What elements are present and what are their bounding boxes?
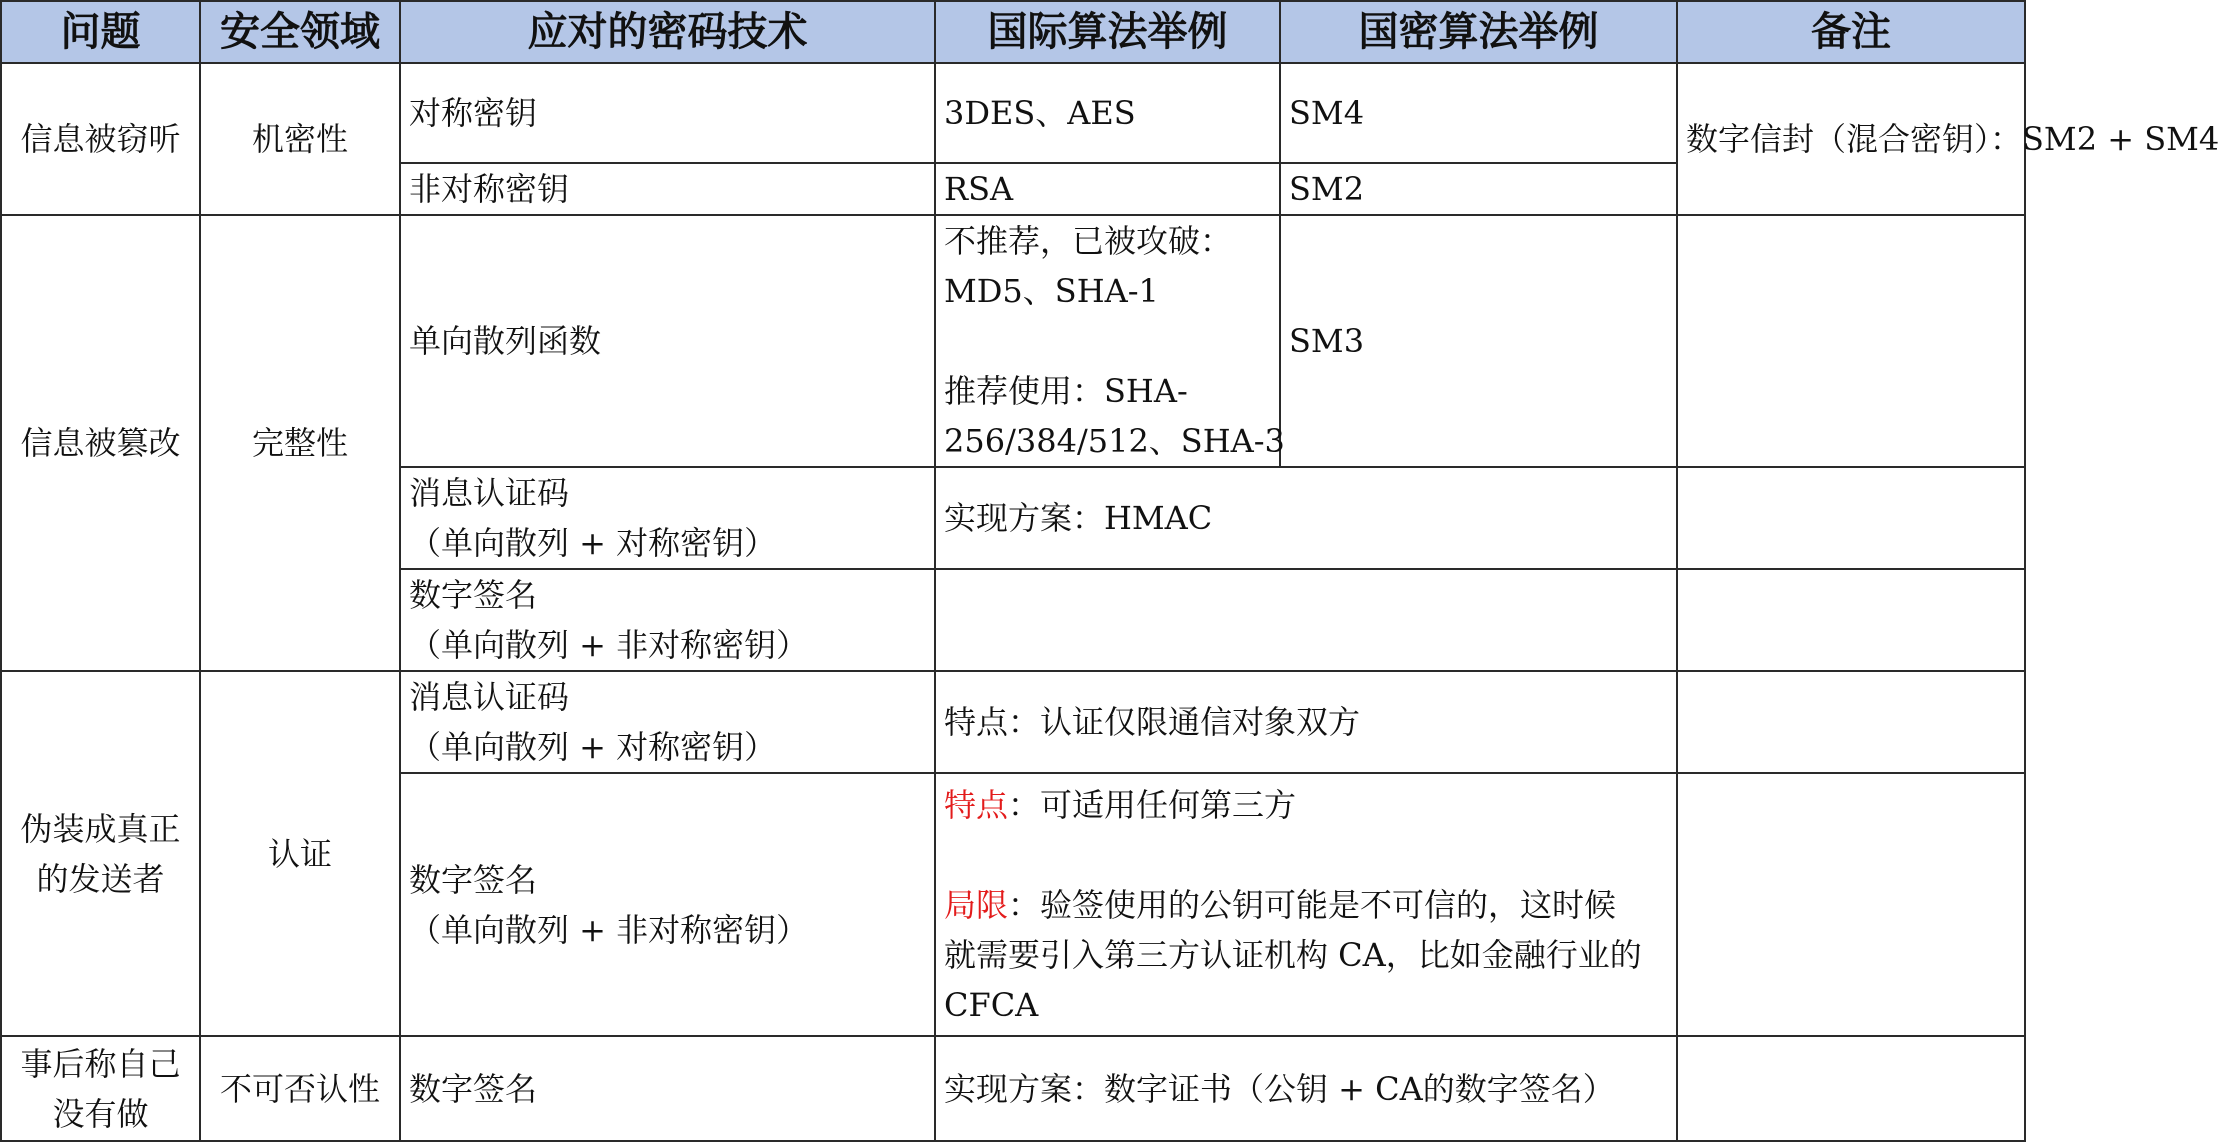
header-national-algorithms: 国密算法举例 (1280, 1, 1677, 63)
table-row (1, 63, 2025, 163)
intl-hash-recommended: 推荐使用：SHA- (944, 372, 1188, 410)
note-empty (1677, 215, 2025, 467)
national-asymmetric: SM2 (1280, 163, 1677, 215)
domain-confidentiality: 机密性 (200, 63, 400, 215)
impersonation-line-2: 的发送者 (36, 859, 165, 898)
intl-hash-recommended-list: 256/384/512、SHA-3 (944, 422, 1285, 460)
note-empty (1677, 671, 2025, 773)
note-empty (1677, 1036, 2025, 1141)
signature-title: 数字签名 (409, 860, 538, 899)
mac-implementation: 实现方案：HMAC (935, 467, 1677, 569)
problem-impersonation (1, 671, 200, 1036)
header-security-domain: 安全领域 (200, 1, 400, 63)
feature-text: ：可适用任何第三方 (1008, 785, 1297, 824)
limit-label: 局限 (944, 885, 1009, 924)
signature-title: 数字签名 (409, 576, 538, 614)
technique-mac (400, 671, 935, 773)
technique-asymmetric-key: 非对称密钥 (400, 163, 935, 215)
denial-line-2: 没有做 (52, 1094, 149, 1133)
technique-mac (400, 467, 935, 569)
note-empty (1677, 773, 2025, 1036)
signature-feature-and-limit (935, 773, 1677, 1036)
limit-text-line-3: CFCA (944, 985, 1039, 1024)
note-empty (1677, 569, 2025, 671)
domain-integrity: 完整性 (200, 215, 400, 671)
mac-composition: （单向散列 + 对称密钥） (409, 728, 777, 766)
table-row (1, 215, 2025, 467)
mac-feature: 特点：认证仅限通信对象双方 (935, 671, 1677, 773)
limit-text-line-1: ：验签使用的公钥可能是不可信的，这时候 (1008, 885, 1617, 924)
feature-label: 特点 (944, 785, 1009, 824)
intl-hash-algorithms (935, 215, 1285, 467)
header-notes: 备注 (1677, 1, 2025, 63)
header-crypto-technique: 应对的密码技术 (400, 1, 935, 63)
certificate-implementation: 实现方案：数字证书（公钥 + CA的数字签名） (935, 1036, 1677, 1141)
signature-feature (944, 780, 1668, 830)
domain-non-repudiation: 不可否认性 (200, 1036, 400, 1141)
signature-composition: （单向散列 + 非对称密钥） (409, 626, 809, 664)
national-hash: SM3 (1280, 215, 1677, 467)
note-digital-envelope: 数字信封（混合密钥）：SM2 + SM4 (1677, 63, 2025, 215)
intl-hash-not-recommended: 不推荐，已被攻破： (944, 222, 1233, 260)
domain-authentication: 认证 (200, 671, 400, 1036)
technique-digital-signature (400, 569, 935, 671)
intl-symmetric: 3DES、AES (935, 63, 1280, 163)
signature-composition: （单向散列 + 非对称密钥） (409, 910, 809, 949)
header-problem: 问题 (1, 1, 200, 63)
signature-limit (944, 880, 1668, 930)
table-row (1, 1036, 2025, 1141)
table-row (1, 671, 2025, 773)
denial-line-1: 事后称自己 (20, 1044, 181, 1083)
mac-title: 消息认证码 (409, 474, 570, 512)
note-empty (1677, 467, 2025, 569)
technique-hash-function: 单向散列函数 (400, 215, 935, 467)
technique-symmetric-key: 对称密钥 (400, 63, 935, 163)
intl-hash-broken-list: MD5、SHA-1 (944, 272, 1159, 310)
impersonation-line-1: 伪装成真正 (20, 809, 181, 848)
header-row (1, 1, 2025, 63)
signature-implementation (935, 569, 1677, 671)
header-international-algorithms: 国际算法举例 (935, 1, 1280, 63)
intl-asymmetric: RSA (935, 163, 1280, 215)
national-symmetric: SM4 (1280, 63, 1677, 163)
mac-title: 消息认证码 (409, 678, 570, 716)
technique-digital-signature (400, 773, 935, 1036)
mac-composition: （单向散列 + 对称密钥） (409, 524, 777, 562)
problem-tampering: 信息被篡改 (1, 215, 200, 671)
problem-denial (1, 1036, 200, 1141)
limit-text-line-2: 就需要引入第三方认证机构 CA，比如金融行业的 (944, 935, 1642, 974)
problem-eavesdropping: 信息被窃听 (1, 63, 200, 215)
technique-digital-signature: 数字签名 (400, 1036, 935, 1141)
